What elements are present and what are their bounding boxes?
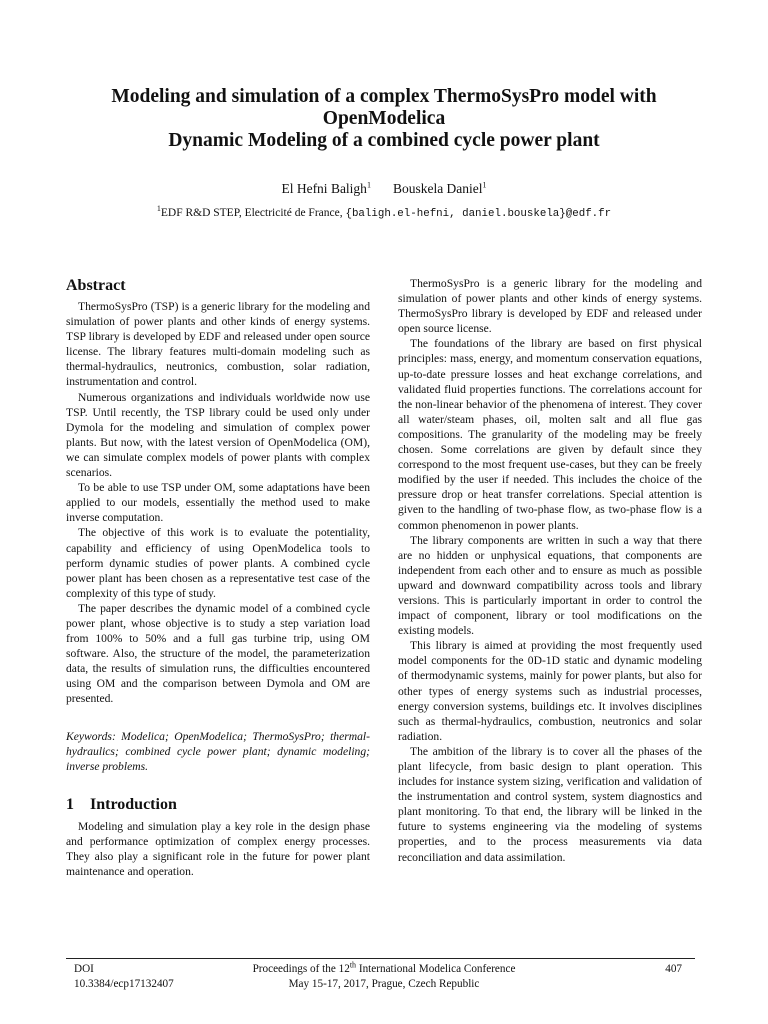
title-line-3: Dynamic Modeling of a combined cycle power plant: [168, 130, 600, 151]
abstract-paragraph: The paper describes the dynamic model of a combined cycle power plant, whose objective is to study a step variation load from 100% to 50% and a full gas turbine trip, using OM software. Also, the structure of the model, the parameterization data, the results of simulation runs, the difficulties encountered using OM and the comparison between Dymola and OM are presented.: [66, 601, 370, 706]
footer-doi: [74, 962, 174, 992]
proceedings-conference: International Modelica Conference: [356, 963, 516, 975]
right-column: [398, 276, 702, 865]
body-paragraph: The ambition of the library is to cover all the phases of the plant lifecycle, from basic design to plant operation. This includes for instance system sizing, verification and validation of the instrumentation and control system, system diagnostics and plant monitoring. To that end, the library will be linked in the future to systems engineering via the modeling of systems properties, and to the process measurements via data reconciliation and data assimilation.: [398, 744, 702, 864]
introduction-heading: [66, 795, 370, 815]
abstract-paragraph: Numerous organizations and individuals worldwide now use TSP. Until recently, the TSP library could be used only under Dymola for the modeling and simulation of complex power plants. But now, with the latest version of OpenModelica (OM), we can simulate complex models of power plants with complex scenarios.: [66, 390, 370, 480]
body-paragraph: The foundations of the library are based on first physical principles: mass, energy, and momentum conservation equations, up-to-date pressure losses and heat exchange correlations, and validated fluid properties functions. The correlations account for the non-linear behavior of the phenomena of interest. They cover all water/steam phases, oil, molten salt and all flue gas compositions. The granularity of the modeling may be freely chosen. Some correlations are given by default since they correspond to the most frequent use-cases, but they can be freely modified by the user if needed. This includes the choice of the pressure drop or heat transfer correlations. Special attention is given to the handling of two-phase flow, as two-phase flow is a common phenomenon in power plants.: [398, 337, 702, 532]
introduction-paragraph: Modeling and simulation play a key role in the design phase and performance optimization of complex energy processes. They also play a significant role in the future for power plant maintenance and operation.: [66, 819, 370, 879]
page-number: 407: [665, 963, 682, 975]
author-1-affil-mark: 1: [366, 180, 371, 190]
author-2: Bouskela Daniel: [392, 181, 483, 196]
title-line-2: OpenModelica: [322, 108, 446, 129]
body-paragraph: This library is aimed at providing the most frequently used model components for the 0D-1D static and dynamic modeling of thermodynamic systems, mainly for power plants, but also for other types of energy systems such as industrial processes, energy conversion systems, buildings etc. It involves disciplines such as thermal-hydraulics, combustion, neutronics and solar radiation.: [398, 639, 702, 743]
body-paragraph: The library components are written in such a way that there are no hidden or unphysical equations, that components are independent from each other and to ensure as much as possible upward and downward compatibility across tools and library versions. This is particularly important in order to control the impact of component, library or tool modifications on the existing models.: [398, 533, 702, 638]
author-list: [0, 181, 768, 197]
footer-divider: [66, 958, 695, 959]
title-line-1: Modeling and simulation of a complex ThermoSysPro model with: [111, 86, 657, 107]
proceedings-ordinal: th: [349, 960, 357, 970]
body-paragraph: ThermoSysPro is a generic library for the modeling and simulation of power plants and other kinds of energy systems. ThermoSysPro library is developed by EDF and released under open source license.: [398, 277, 702, 336]
affiliation-text: EDF R&D STEP, Electricité de France,: [160, 207, 346, 219]
doi-label: DOI: [74, 963, 94, 975]
proceedings-text: Proceedings of the 12: [252, 963, 350, 975]
author-2-affil-mark: 1: [482, 180, 487, 190]
conference-date-location: May 15-17, 2017, Prague, Czech Republic: [288, 978, 480, 990]
proceedings-line: [190, 962, 578, 977]
paper-title: [40, 86, 728, 152]
affiliation-mark: 1: [156, 204, 161, 214]
section-title: Introduction: [90, 795, 177, 813]
affiliation: [0, 204, 768, 220]
author-1: El Hefni Baligh: [281, 181, 367, 196]
keywords: Keywords: Modelica; OpenModelica; ThermoSysPro; thermal-hydraulics; combined cycle power plant; dynamic modeling; inverse problems.: [66, 729, 370, 773]
doi-value: 10.3384/ecp17132407: [74, 978, 174, 990]
abstract-paragraph: ThermoSysPro (TSP) is a generic library for the modeling and simulation of power plants and other kinds of energy systems. TSP library is developed by EDF and released under open source license. The library features multi-domain modeling such as thermal-hydraulics, neutronics, combustion, solar radiation, instrumentation and control.: [66, 300, 370, 389]
section-number: 1: [66, 795, 74, 813]
footer-proceedings: [190, 962, 578, 992]
abstract-heading: Abstract: [66, 277, 126, 294]
abstract-paragraph: To be able to use TSP under OM, some adaptations have been applied to our models, essentially the method used to make inverse computation.: [66, 481, 370, 525]
left-column: [66, 276, 370, 879]
author-emails: {baligh.el-hefni, daniel.bouskela}@edf.fr: [345, 208, 612, 220]
abstract-paragraph: The objective of this work is to evaluate the potentiality, capability and efficiency of using OpenModelica tools to perform dynamic studies of power plants. A combined cycle power plant has been chosen as a representative test case of the complexity of this type of study.: [66, 526, 370, 600]
